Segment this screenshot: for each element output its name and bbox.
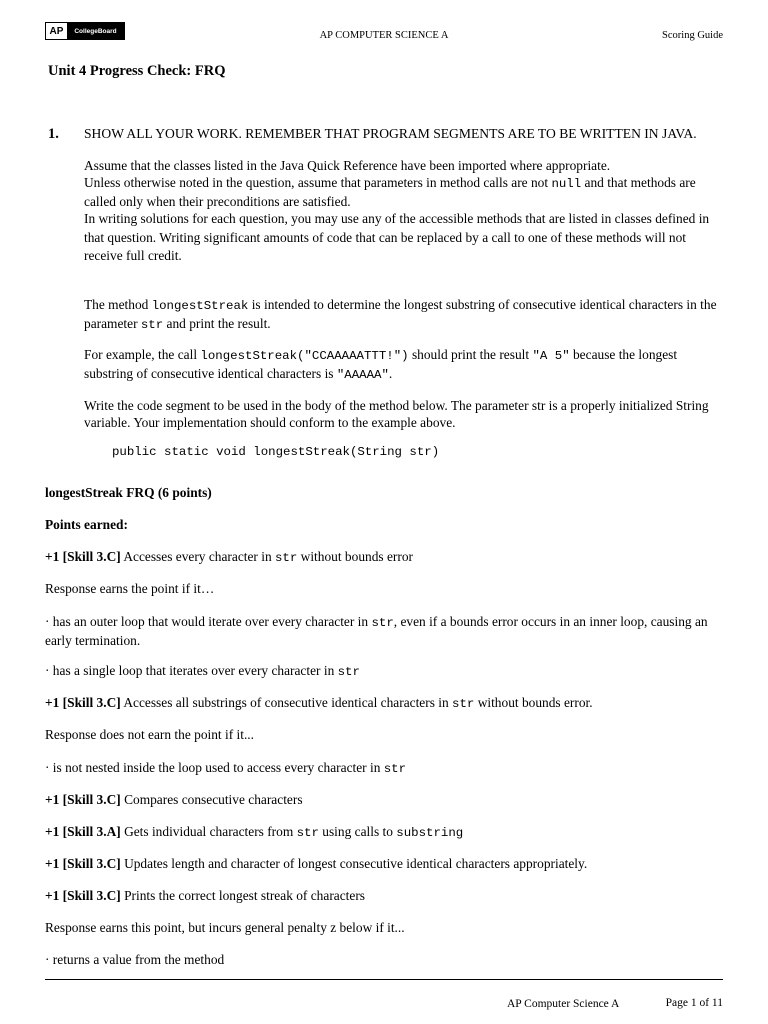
criterion-3-text: Compares consecutive characters <box>120 792 303 807</box>
assumptions-block <box>84 157 724 266</box>
points-earned-label: Points earned: <box>45 517 128 532</box>
example-text-a: For example, the call <box>84 347 201 362</box>
assumption-2-text-a: Unless otherwise noted in the question, assume that parameters in method calls are not <box>84 175 552 190</box>
criterion-2-note: Response does not earn the point if it... <box>45 727 255 742</box>
page-title: Unit 4 Progress Check: FRQ <box>48 63 226 79</box>
criterion-2-bullet-code: str <box>383 762 407 776</box>
method-description <box>84 296 724 334</box>
header-scoring-guide: Scoring Guide <box>662 30 723 41</box>
null-code: null <box>551 177 582 191</box>
criterion-1-bullet-2-text: · has a single loop that iterates over every character in <box>45 663 338 678</box>
footer-divider <box>45 979 723 980</box>
desc-text-c: and print the result. <box>163 316 271 331</box>
criterion-6-note: Response earns this point, but incurs general penalty z below if it... <box>45 920 405 935</box>
criterion-1 <box>45 548 725 567</box>
criterion-4-code: str <box>296 826 319 840</box>
criterion-6-bullet: · returns a value from the method <box>45 952 225 967</box>
logo-collegeboard-text: CollegeBoard <box>67 23 124 39</box>
criterion-3-label: +1 [Skill 3.C] <box>45 792 121 807</box>
desc-method-code: longestStreak <box>151 299 249 313</box>
assumption-1: Assume that the classes listed in the Java Quick Reference have been imported where appropriate. <box>84 158 611 173</box>
criterion-2-text-a: Accesses all substrings of consecutive identical characters in <box>120 695 453 710</box>
criterion-5-label: +1 [Skill 3.C] <box>45 856 121 871</box>
assumption-2 <box>84 174 724 210</box>
criterion-1-text-a: Accesses every character in <box>120 549 275 564</box>
criterion-4-substring-code: substring <box>396 826 464 840</box>
example-text-c: because the longest substring of consecutive identical characters is <box>84 347 678 381</box>
criterion-2-code: str <box>452 697 475 711</box>
example-text-b: should print the result <box>408 347 533 362</box>
method-signature: public static void longestStreak(String str) <box>112 445 440 459</box>
desc-text-a: The method <box>84 297 152 312</box>
scoring-heading: longestStreak FRQ (6 points) <box>45 485 212 500</box>
criterion-2 <box>45 694 725 713</box>
criterion-2-bullet <box>45 759 725 778</box>
criterion-1-bullet-1-text-b: , even if a bounds error occurs in an inner loop, causing an early termination. <box>45 614 708 648</box>
example-substring-code: "AAAAA" <box>336 368 389 382</box>
criterion-4-text-a: Gets individual characters from <box>120 824 297 839</box>
criterion-6-text: Prints the correct longest streak of characters <box>120 888 365 903</box>
criterion-1-bullet-2-code: str <box>337 665 360 679</box>
criterion-1-bullet-1-code: str <box>371 616 394 630</box>
criterion-6-label: +1 [Skill 3.C] <box>45 888 121 903</box>
criterion-4-label: +1 [Skill 3.A] <box>45 824 121 839</box>
criterion-2-label: +1 [Skill 3.C] <box>45 695 121 710</box>
write-instruction: Write the code segment to be used in the body of the method below. The parameter str is a properly initialized String variable. Your implementation should conform to the example above. <box>84 398 709 430</box>
example-text-d: . <box>388 366 393 381</box>
desc-text-b: is intended to determine the longest substring of consecutive identical characters in the parameter <box>84 297 717 331</box>
criterion-1-code: str <box>275 551 298 565</box>
criterion-1-bullet-1 <box>45 613 725 649</box>
criterion-4 <box>45 823 725 842</box>
criterion-1-label: +1 [Skill 3.C] <box>45 549 121 564</box>
example-call-code: longestStreak("CCAAAAATTT!") <box>200 349 409 363</box>
criterion-1-text-b: without bounds error <box>297 549 413 564</box>
criterion-5-text: Updates length and character of longest consecutive identical characters appropriately. <box>120 856 588 871</box>
criterion-2-bullet-text: · is not nested inside the loop used to access every character in <box>45 760 384 775</box>
criterion-1-note: Response earns the point if it… <box>45 581 215 596</box>
criterion-6 <box>45 887 725 904</box>
assumption-3: In writing solutions for each question, you may use any of the accessible methods that are listed in classes defined in that question. Writing significant amounts of code that can be replaced by a call to one of these methods will not receive full credit. <box>84 211 710 263</box>
criterion-3 <box>45 791 725 808</box>
criterion-1-bullet-1-text-a: · has an outer loop that would iterate over every character in <box>45 614 372 629</box>
page-number: Page 1 of 11 <box>665 997 723 1009</box>
criterion-1-bullet-2 <box>45 662 725 681</box>
question-number: 1. <box>48 126 59 142</box>
example-description <box>84 346 724 384</box>
assumption-2-text-b: and that methods are called only when their preconditions are satisfied. <box>84 175 696 209</box>
example-result-code: "A 5" <box>532 349 570 363</box>
footer-course: AP Computer Science A <box>507 998 620 1010</box>
criterion-4-text-b: using calls to <box>318 824 397 839</box>
question-instruction: SHOW ALL YOUR WORK. REMEMBER THAT PROGRAM SEGMENTS ARE TO BE WRITTEN IN JAVA. <box>84 126 697 141</box>
desc-str-code: str <box>140 318 164 332</box>
criterion-5 <box>45 855 725 872</box>
logo-ap-text: AP <box>46 23 67 39</box>
criterion-2-text-b: without bounds error. <box>474 695 593 710</box>
header-course-title: AP COMPUTER SCIENCE A <box>319 30 449 41</box>
